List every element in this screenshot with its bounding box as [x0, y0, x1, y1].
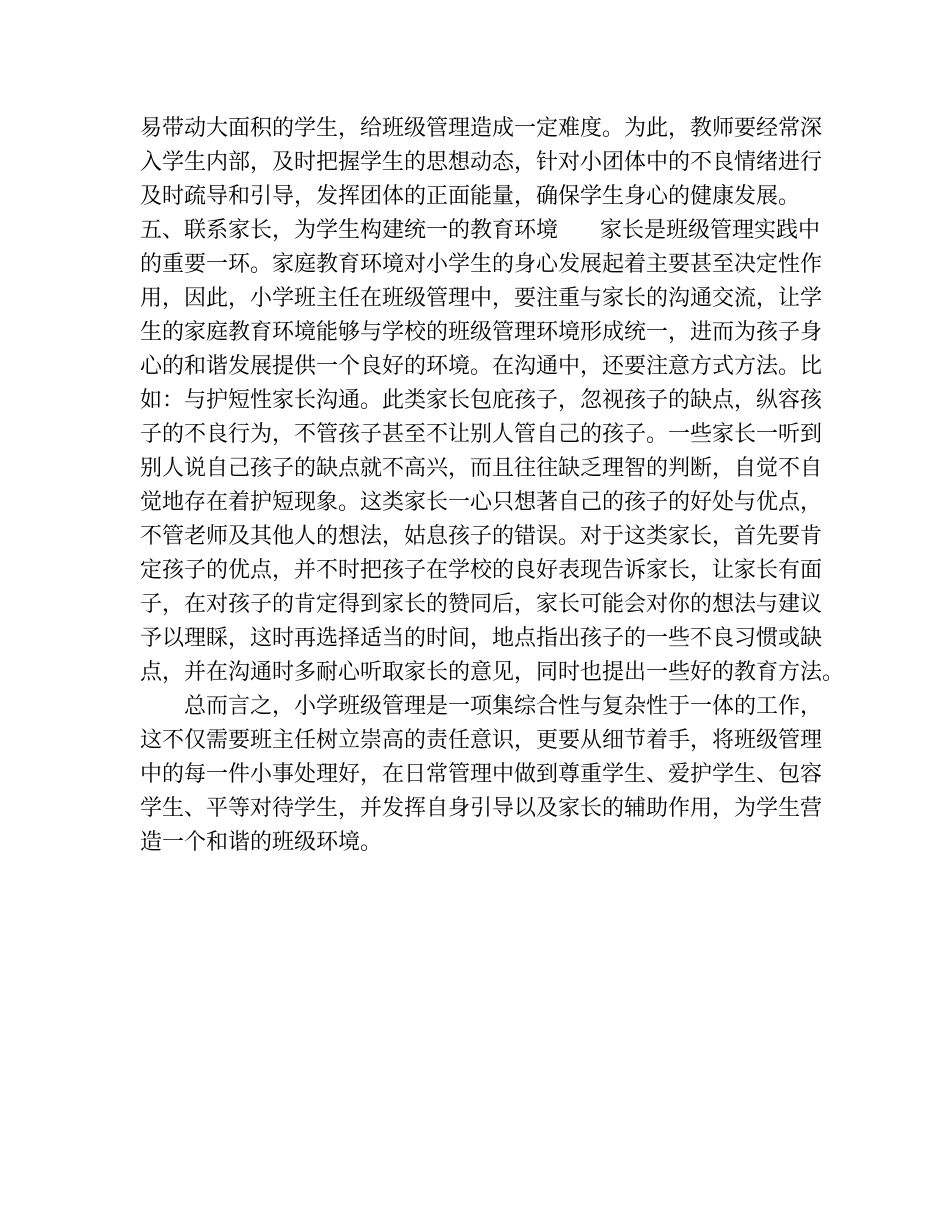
conclusion-first-line [140, 690, 840, 724]
text-line: 子的不良行为，不管孩子甚至不让别人管自己的孩子。一些家长一听到 [140, 422, 823, 447]
conclusion-first-text: 总而言之，小学班级管理是一项集综合性与复杂性于一体的工作， [184, 694, 823, 719]
document-body [140, 112, 845, 860]
text-line: 别人说自己孩子的缺点就不高兴，而且往往缺乏理智的判断，自觉不自 [140, 456, 823, 481]
text-line: 觉地存在着护短现象。这类家长一心只想著自己的孩子的好处与优点， [140, 490, 823, 515]
text-line: 这不仅需要班主任树立崇高的责任意识，更要从细节着手，将班级管理 [140, 728, 823, 753]
section-first-text: 家长是班级管理实践中 [600, 218, 821, 243]
section-heading-line [140, 214, 840, 248]
text-line: 用，因此，小学班主任在班级管理中，要注重与家长的沟通交流，让学 [140, 286, 823, 311]
text-line: 易带动大面积的学生，给班级管理造成一定难度。为此，教师要经常深 [140, 116, 823, 141]
text-line: 不管老师及其他人的想法，姑息孩子的错误。对于这类家长，首先要肯 [140, 524, 823, 549]
text-line: 定孩子的优点，并不时把孩子在学校的良好表现告诉家长，让家长有面 [140, 558, 823, 583]
text-line: 中的每一件小事处理好，在日常管理中做到尊重学生、爱护学生、包容 [140, 762, 823, 787]
text-line: 学生、平等对待学生，并发挥自身引导以及家长的辅助作用，为学生营 [140, 796, 823, 821]
text-line: 的重要一环。家庭教育环境对小学生的身心发展起着主要甚至决定性作 [140, 252, 823, 277]
text-line: 及时疏导和引导，发挥团体的正面能量，确保学生身心的健康发展。 [140, 184, 801, 209]
text-line: 造一个和谐的班级环境。 [140, 830, 383, 855]
section-heading: 五、联系家长，为学生构建统一的教育环境 [140, 218, 559, 243]
text-line: 生的家庭教育环境能够与学校的班级管理环境形成统一，进而为孩子身 [140, 320, 823, 345]
text-line: 子，在对孩子的肯定得到家长的赞同后，家长可能会对你的想法与建议 [140, 592, 823, 617]
text-line: 点，并在沟通时多耐心听取家长的意见，同时也提出一些好的教育方法。 [140, 660, 845, 685]
text-line: 予以理睬，这时再选择适当的时间，地点指出孩子的一些不良习惯或缺 [140, 626, 823, 651]
text-line: 入学生内部，及时把握学生的思想动态，针对小团体中的不良情绪进行 [140, 150, 823, 175]
text-line: 心的和谐发展提供一个良好的环境。在沟通中，还要注意方式方法。比 [140, 354, 823, 379]
text-line: 如：与护短性家长沟通。此类家长包庇孩子，忽视孩子的缺点，纵容孩 [140, 388, 823, 413]
